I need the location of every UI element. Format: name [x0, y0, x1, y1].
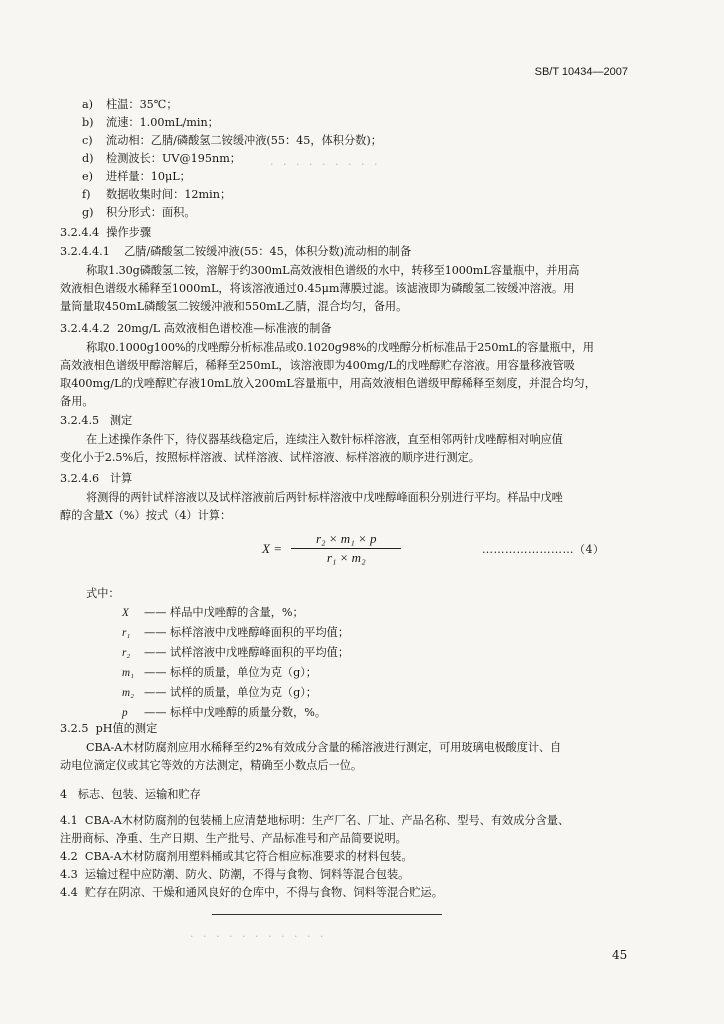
formula-denominator: r₁ × m₂ — [326, 550, 366, 565]
condition-item: g) 积分形式：面积。 — [82, 206, 196, 219]
condition-item: d) 检测波长：UV@195nm； — [82, 152, 241, 165]
formula-numerator: r₂ × m₁ × p — [315, 531, 377, 546]
standard-code: SB/T 10434—2007 — [534, 66, 628, 78]
section-heading: 3.2.5 pH值的测定 — [60, 722, 158, 735]
section-heading: 3.2.4.5 测定 — [60, 414, 133, 427]
conditions-list — [60, 96, 650, 222]
paragraph: 称取0.1000g100%的戊唑醇分析标准品或0.1020g98%的戊唑醇分析标准品于250mL的容量瓶中，用 高效液相色谱级甲醇溶解后，稀释至250mL，该溶液即为400mg/L的戊唑醇贮存溶液。用容量移液管吸 取400mg/L的戊唑醇贮存液10mL放入200mL容量瓶中，用高效液相色谱级甲醇稀释至刻度，并混合均匀， 备用。 — [60, 341, 596, 408]
symbol-def: r₂ —— 试样溶液中戊唑醇峰面积的平均值； — [122, 646, 350, 659]
paragraph: 4.1 CBA-A木材防腐剂的包装桶上应清楚地标明：生产厂名、厂址、产品名称、型号、有效成分含量、 注册商标、净重、生产日期、生产批号、产品标准号和产品简要说明。 4.2 CBA-A木材防腐剂用塑料桶或其它符合相应标准要求的材料包装。 4.3 运输过程中应防潮、防火、防潮，不得与食物、饲料等混合包装。 4.4 贮存在阴凉、干燥和通风良好的仓库中，不得与食物、饲料等混合贮运。 — [60, 814, 570, 899]
section-heading: 3.2.4.4 操作步骤 — [60, 226, 152, 239]
condition-item: b) 流速：1.00mL/min； — [82, 116, 219, 129]
paragraph: 将测得的两针试样溶液以及试样溶液前后两针标样溶液中戊唑醇峰面积分别进行平均。样品中戊唑 醇的含量X（%）按式（4）计算： — [60, 491, 563, 522]
equation-number: ……………………（4） — [482, 543, 605, 556]
formula-fraction — [291, 530, 401, 567]
scan-smudge: · · · · · · · · · · · — [190, 930, 327, 943]
where-intro: 式中： — [86, 587, 120, 600]
paragraph: CBA-A木材防腐剂应用水稀释至约2%有效成分含量的稀溶液进行测定，可用玻璃电极酸度计、自 动电位滴定仪或其它等效的方法测定，精确至小数点后一位。 — [60, 741, 562, 772]
symbol-def: m₁ —— 标样的质量，单位为克（g）； — [122, 666, 317, 679]
condition-item: c) 流动相：乙腈/磷酸氢二铵缓冲液(55：45，体积分数)； — [82, 134, 382, 147]
symbol-def: m₂ —— 试样的质量，单位为克（g）； — [122, 686, 317, 699]
paragraph: 在上述操作条件下，待仪器基线稳定后，连续注入数针标样溶液，直至相邻两针戊唑醇相对响应值 变化小于2.5%后，按照标样溶液、试样溶液、试样溶液、标样溶液的顺序进行测定。 — [60, 433, 563, 464]
paragraph: 称取1.30g磷酸氢二铵，溶解于约300mL高效液相色谱级的水中，转移至1000mL容量瓶中，并用高 效液相色谱级水稀释至1000mL，将该溶液通过0.45μm薄膜过滤。该滤液即为磷酸氢二铵缓冲溶液。用 量筒量取450mL磷酸氢二铵缓冲液和550mL乙腈，混合均匀，备用。 — [60, 264, 580, 313]
condition-item: a) 柱温：35℃； — [82, 98, 178, 111]
symbol-definitions — [122, 603, 712, 723]
scan-smudge: · · · · · · · · · — [270, 158, 381, 171]
condition-item: e) 进样量：10μL； — [82, 170, 191, 183]
condition-item: f) 数据收集时间：12min； — [82, 188, 232, 201]
section-heading: 3.2.4.4.1 乙腈/磷酸氢二铵缓冲液(55：45，体积分数)流动相的制备 — [60, 245, 412, 258]
end-rule — [212, 914, 442, 915]
section-heading: 3.2.4.6 计算 — [60, 472, 133, 485]
symbol-def: p —— 标样中戊唑醇的质量分数，%。 — [122, 706, 327, 719]
symbol-def: r₁ —— 标样溶液中戊唑醇峰面积的平均值； — [122, 626, 350, 639]
section-heading: 3.2.4.4.2 20mg/L 高效液相色谱校准—标准液的制备 — [60, 322, 332, 335]
page-number: 45 — [612, 948, 628, 962]
symbol-def: X —— 样品中戊唑醇的含量，%； — [122, 606, 304, 619]
chapter-heading: 4 标志、包装、运输和贮存 — [60, 788, 201, 801]
formula — [262, 530, 401, 567]
formula-lhs: X = — [262, 540, 282, 556]
